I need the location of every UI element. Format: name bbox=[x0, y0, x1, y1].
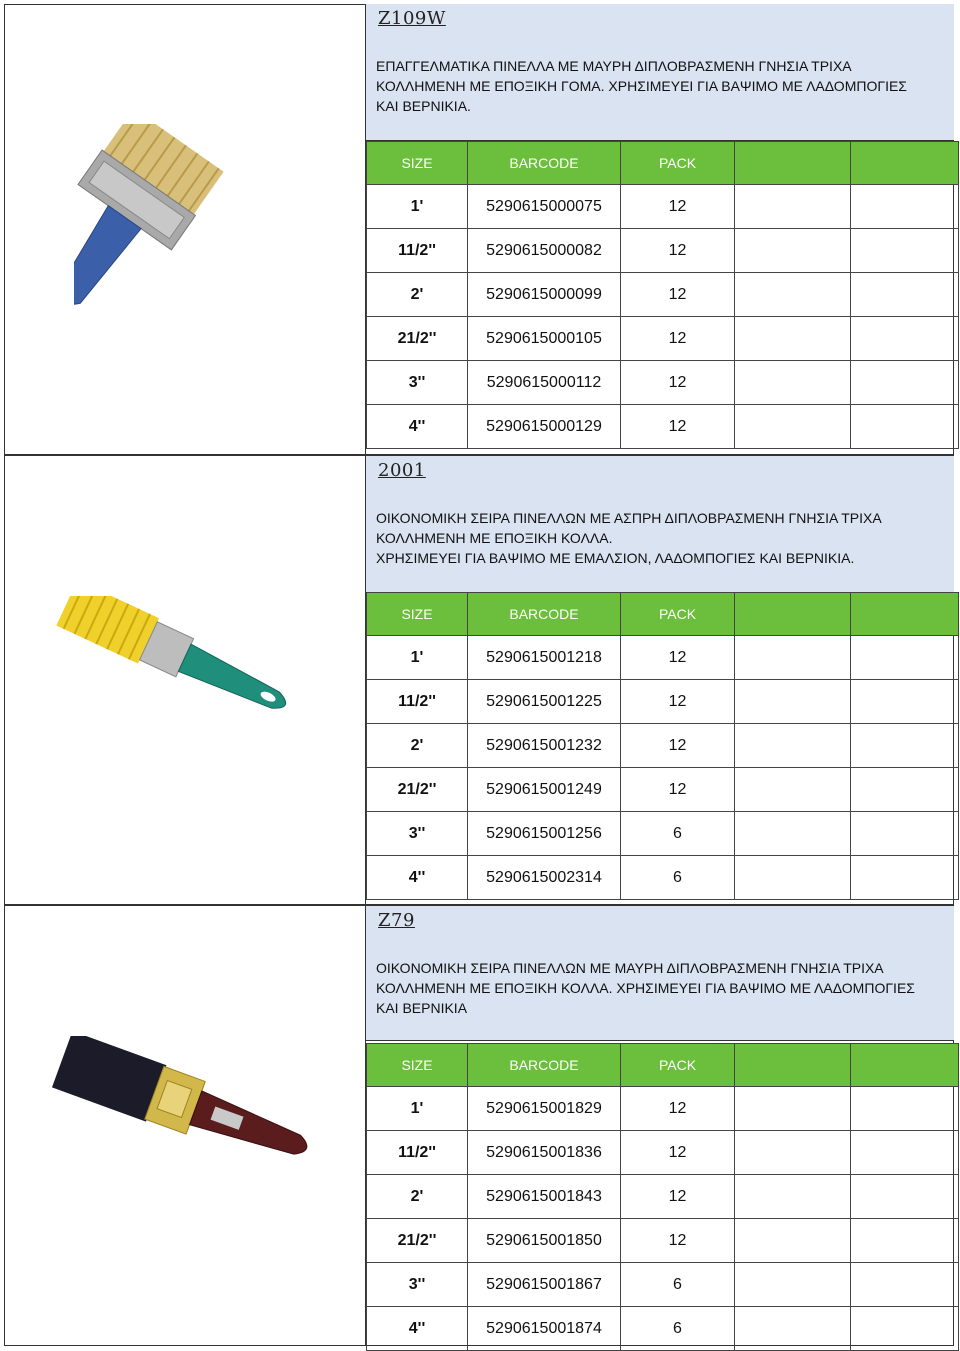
empty-cell bbox=[851, 1087, 959, 1131]
empty-cell bbox=[851, 1307, 959, 1351]
size-header: SIZE bbox=[367, 593, 468, 636]
table-row bbox=[367, 1087, 959, 1131]
barcode-cell: 5290615001225 bbox=[468, 680, 621, 724]
empty-cell bbox=[735, 185, 851, 229]
table-row bbox=[367, 1263, 959, 1307]
barcode-header: BARCODE bbox=[468, 593, 621, 636]
table-row bbox=[367, 1307, 959, 1351]
pack-cell: 12 bbox=[621, 1087, 735, 1131]
empty-cell bbox=[851, 812, 959, 856]
pack-cell: 12 bbox=[621, 317, 735, 361]
empty-cell bbox=[735, 856, 851, 900]
empty-cell bbox=[735, 361, 851, 405]
empty-header bbox=[851, 142, 959, 185]
empty-cell bbox=[735, 317, 851, 361]
empty-cell bbox=[851, 273, 959, 317]
size-cell: 4'' bbox=[367, 405, 468, 449]
product-description-box bbox=[366, 4, 954, 141]
size-cell: 11/2'' bbox=[367, 680, 468, 724]
spec-table-2001 bbox=[366, 592, 959, 900]
product-code: Z109W bbox=[378, 8, 446, 29]
empty-cell bbox=[851, 856, 959, 900]
size-cell: 1' bbox=[367, 1087, 468, 1131]
table-row bbox=[367, 1219, 959, 1263]
spec-table-z79 bbox=[366, 1043, 959, 1351]
barcode-cell: 5290615001256 bbox=[468, 812, 621, 856]
product-code: Z79 bbox=[378, 910, 415, 931]
barcode-cell: 5290615000099 bbox=[468, 273, 621, 317]
pack-cell: 6 bbox=[621, 1307, 735, 1351]
table-row bbox=[367, 185, 959, 229]
empty-cell bbox=[851, 636, 959, 680]
barcode-cell: 5290615000112 bbox=[468, 361, 621, 405]
size-cell: 21/2'' bbox=[367, 317, 468, 361]
table-row bbox=[367, 229, 959, 273]
table-row bbox=[367, 680, 959, 724]
size-cell: 3'' bbox=[367, 361, 468, 405]
empty-header bbox=[735, 593, 851, 636]
paint-brush-brown-handle-image bbox=[44, 1036, 344, 1236]
pack-cell: 12 bbox=[621, 273, 735, 317]
barcode-header: BARCODE bbox=[468, 1044, 621, 1087]
table-row bbox=[367, 273, 959, 317]
empty-cell bbox=[735, 1307, 851, 1351]
barcode-cell: 5290615001867 bbox=[468, 1263, 621, 1307]
table-row bbox=[367, 317, 959, 361]
pack-cell: 12 bbox=[621, 1131, 735, 1175]
size-header: SIZE bbox=[367, 142, 468, 185]
empty-cell bbox=[851, 361, 959, 405]
product-description: ΟΙΚΟΝΟΜΙΚΗ ΣΕΙΡΑ ΠΙΝΕΛΛΩΝ ΜΕ ΑΣΠΡΗ ΔΙΠΛΟΒΡΑΣΜΕΝΗ ΓΝΗΣΙΑ ΤΡΙΧΑ ΚΟΛΛΗΜΕΝΗ ΜΕ ΕΠΟΞΙΚΗ ΚΟΛΛΑ. ΧΡΗΣΙΜΕΥΕΙ ΓΙΑ ΒΑΨΙΜΟ ΜΕ ΕΜΑΛΣΙΟΝ, ΛΑΔΟΜΠΟΓΙΕΣ ΚΑΙ ΒΕΡΝΙΚΙΑ. bbox=[376, 510, 881, 566]
size-cell: 4'' bbox=[367, 856, 468, 900]
empty-cell bbox=[851, 317, 959, 361]
table-row bbox=[367, 812, 959, 856]
empty-cell bbox=[851, 724, 959, 768]
paint-brush-blue-handle-image bbox=[74, 124, 334, 344]
empty-cell bbox=[735, 229, 851, 273]
pack-cell: 12 bbox=[621, 724, 735, 768]
barcode-cell: 5290615001874 bbox=[468, 1307, 621, 1351]
empty-cell bbox=[851, 229, 959, 273]
product-description-box bbox=[366, 456, 954, 593]
empty-cell bbox=[851, 1263, 959, 1307]
pack-header: PACK bbox=[621, 593, 735, 636]
size-cell: 1' bbox=[367, 185, 468, 229]
size-cell: 3'' bbox=[367, 1263, 468, 1307]
size-cell: 2' bbox=[367, 724, 468, 768]
product-image-cell bbox=[4, 4, 366, 454]
product-description-box bbox=[366, 906, 954, 1041]
pack-cell: 12 bbox=[621, 636, 735, 680]
pack-cell: 12 bbox=[621, 361, 735, 405]
empty-cell bbox=[735, 1175, 851, 1219]
empty-cell bbox=[735, 1219, 851, 1263]
empty-cell bbox=[735, 768, 851, 812]
pack-header: PACK bbox=[621, 142, 735, 185]
barcode-cell: 5290615000082 bbox=[468, 229, 621, 273]
pack-cell: 12 bbox=[621, 1175, 735, 1219]
pack-cell: 12 bbox=[621, 768, 735, 812]
product-description: ΕΠΑΓΓΕΛΜΑΤΙΚΑ ΠΙΝΕΛΛΑ ΜΕ ΜΑΥΡΗ ΔΙΠΛΟΒΡΑΣΜΕΝΗ ΓΝΗΣΙΑ ΤΡΙΧΑ ΚΟΛΛΗΜΕΝΗ ΜΕ ΕΠΟΞΙΚΗ ΓΟΜΑ. ΧΡΗΣΙΜΕΥΕΙ ΓΙΑ ΒΑΨΙΜΟ ΜΕ ΛΑΔΟΜΠΟΓΙΕΣ ΚΑΙ ΒΕΡΝΙΚΙΑ. bbox=[376, 58, 907, 114]
product-image-cell bbox=[4, 906, 366, 1346]
empty-cell bbox=[851, 768, 959, 812]
empty-cell bbox=[851, 1131, 959, 1175]
empty-header bbox=[735, 142, 851, 185]
size-cell: 11/2'' bbox=[367, 229, 468, 273]
pack-cell: 12 bbox=[621, 405, 735, 449]
table-header-row bbox=[367, 142, 959, 185]
empty-cell bbox=[735, 812, 851, 856]
paint-brush-green-handle-image bbox=[44, 596, 324, 776]
empty-cell bbox=[851, 405, 959, 449]
table-header-row bbox=[367, 593, 959, 636]
pack-cell: 12 bbox=[621, 185, 735, 229]
size-cell: 2' bbox=[367, 1175, 468, 1219]
empty-header bbox=[735, 1044, 851, 1087]
spec-table-z109w bbox=[366, 141, 959, 449]
table-row bbox=[367, 1131, 959, 1175]
barcode-cell: 5290615001218 bbox=[468, 636, 621, 680]
barcode-cell: 5290615001829 bbox=[468, 1087, 621, 1131]
empty-cell bbox=[735, 1263, 851, 1307]
empty-cell bbox=[735, 1087, 851, 1131]
size-cell: 1' bbox=[367, 636, 468, 680]
pack-header: PACK bbox=[621, 1044, 735, 1087]
empty-cell bbox=[735, 724, 851, 768]
pack-cell: 6 bbox=[621, 856, 735, 900]
size-header: SIZE bbox=[367, 1044, 468, 1087]
empty-cell bbox=[851, 1219, 959, 1263]
product-code: 2001 bbox=[378, 460, 426, 481]
table-row bbox=[367, 768, 959, 812]
table-row bbox=[367, 1175, 959, 1219]
table-row bbox=[367, 856, 959, 900]
size-cell: 3'' bbox=[367, 812, 468, 856]
empty-cell bbox=[851, 1175, 959, 1219]
barcode-cell: 5290615000075 bbox=[468, 185, 621, 229]
empty-cell bbox=[735, 1131, 851, 1175]
pack-cell: 12 bbox=[621, 1219, 735, 1263]
barcode-cell: 5290615001843 bbox=[468, 1175, 621, 1219]
table-header-row bbox=[367, 1044, 959, 1087]
size-cell: 4'' bbox=[367, 1307, 468, 1351]
barcode-cell: 5290615001232 bbox=[468, 724, 621, 768]
barcode-header: BARCODE bbox=[468, 142, 621, 185]
barcode-cell: 5290615001836 bbox=[468, 1131, 621, 1175]
empty-cell bbox=[735, 273, 851, 317]
size-cell: 11/2'' bbox=[367, 1131, 468, 1175]
table-row bbox=[367, 636, 959, 680]
barcode-cell: 5290615002314 bbox=[468, 856, 621, 900]
size-cell: 2' bbox=[367, 273, 468, 317]
barcode-cell: 5290615001249 bbox=[468, 768, 621, 812]
table-row bbox=[367, 724, 959, 768]
table-row bbox=[367, 405, 959, 449]
barcode-cell: 5290615001850 bbox=[468, 1219, 621, 1263]
size-cell: 21/2'' bbox=[367, 768, 468, 812]
pack-cell: 6 bbox=[621, 812, 735, 856]
empty-cell bbox=[735, 405, 851, 449]
barcode-cell: 5290615000129 bbox=[468, 405, 621, 449]
pack-cell: 12 bbox=[621, 229, 735, 273]
empty-cell bbox=[851, 185, 959, 229]
product-image-cell bbox=[4, 456, 366, 904]
empty-cell bbox=[735, 680, 851, 724]
product-description: ΟΙΚΟΝΟΜΙΚΗ ΣΕΙΡΑ ΠΙΝΕΛΛΩΝ ΜΕ ΜΑΥΡΗ ΔΙΠΛΟΒΡΑΣΜΕΝΗ ΓΝΗΣΙΑ ΤΡΙΧΑ ΚΟΛΛΗΜΕΝΗ ΜΕ ΕΠΟΞΙΚΗ ΚΟΛΛΑ. ΧΡΗΣΙΜΕΥΕΙ ΓΙΑ ΒΑΨΙΜΟ ΜΕ ΛΑΔΟΜΠΟΓΙΕΣ ΚΑΙ ΒΕΡΝΙΚΙΑ bbox=[376, 960, 915, 1016]
empty-header bbox=[851, 1044, 959, 1087]
barcode-cell: 5290615000105 bbox=[468, 317, 621, 361]
size-cell: 21/2'' bbox=[367, 1219, 468, 1263]
pack-cell: 12 bbox=[621, 680, 735, 724]
table-row bbox=[367, 361, 959, 405]
empty-cell bbox=[735, 636, 851, 680]
empty-cell bbox=[851, 680, 959, 724]
empty-header bbox=[851, 593, 959, 636]
pack-cell: 6 bbox=[621, 1263, 735, 1307]
